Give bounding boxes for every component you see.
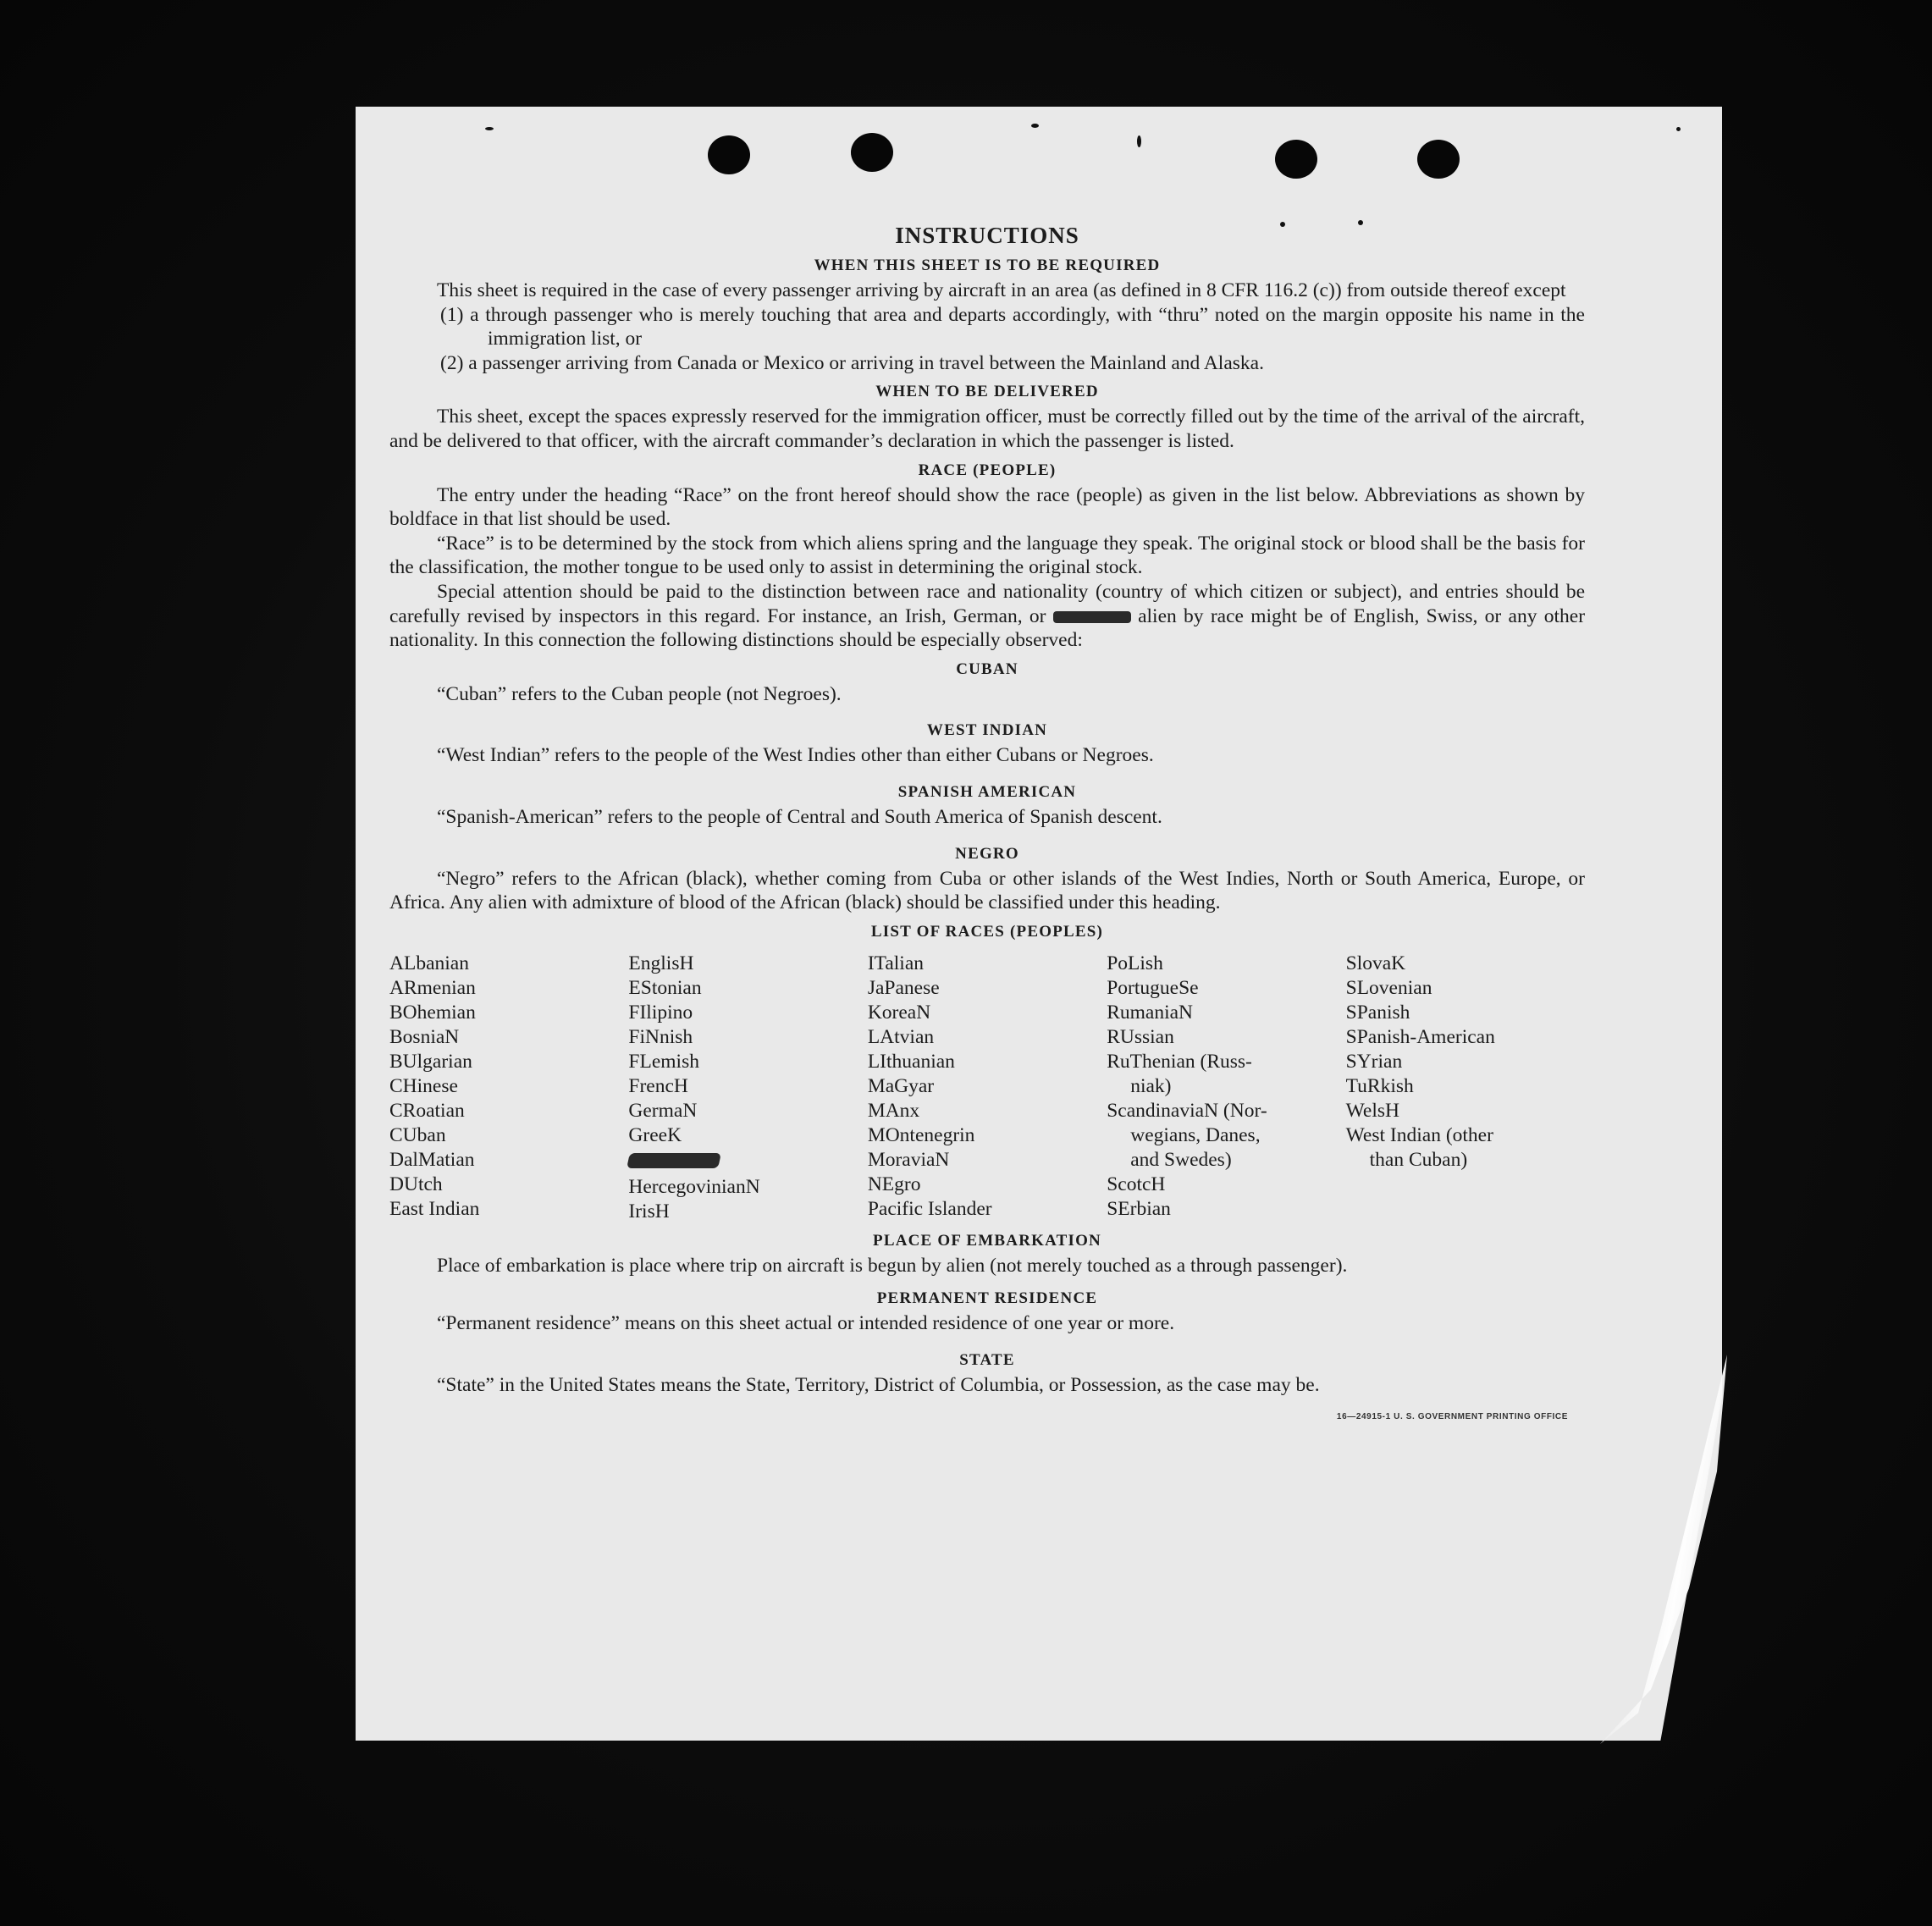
race-column-3 bbox=[868, 952, 1107, 1224]
race-column-5 bbox=[1346, 952, 1585, 1224]
speck bbox=[1031, 124, 1039, 128]
race-item: West Indian (other bbox=[1345, 1123, 1493, 1146]
required-item-2: (2) a passenger arriving from Canada or Mexico or arriving in travel between the Mainland and Alaska. bbox=[440, 351, 1264, 374]
state-text: “State” in the United States means the State, Territory, District of Columbia, or Possession, as the case may be. bbox=[437, 1373, 1320, 1396]
race-item-continued: than Cuban) bbox=[1369, 1148, 1468, 1171]
race-item: JaPanese bbox=[867, 976, 940, 999]
punch-hole bbox=[708, 135, 750, 174]
race-item: SPanish-American bbox=[1345, 1025, 1495, 1048]
heading-state: STATE bbox=[959, 1350, 1015, 1369]
race-paragraph-3a: Special attention should be paid to the distinction between race and nationality (country of which citizen or subject), and entries should be carefully revised by inspectors in this regard. For instance, an Irish, German, or bbox=[389, 580, 1585, 627]
heading-residence: PERMANENT RESIDENCE bbox=[876, 1289, 1098, 1308]
punch-hole bbox=[1275, 140, 1317, 179]
cuban-text: “Cuban” refers to the Cuban people (not Negroes). bbox=[437, 682, 842, 705]
race-item: RumaniaN bbox=[1107, 1001, 1194, 1024]
heading-west-indian: WEST INDIAN bbox=[926, 721, 1048, 740]
race-paragraph-3b: alien by race might be of English, Swiss, or any other nationality. In this connection the following distinctions should be especially observed: bbox=[389, 604, 1586, 652]
race-column-2 bbox=[628, 952, 867, 1224]
instructions-content bbox=[389, 222, 1586, 1421]
race-item: SPanish bbox=[1345, 1001, 1410, 1024]
race-item: GermaN bbox=[628, 1099, 698, 1122]
heading-negro: NEGRO bbox=[955, 844, 1019, 863]
delivered-text: This sheet, except the spaces expressly reserved for the immigration officer, must be correctly filled out by the time of the arrival of the aircraft, and be delivered to that officer, with the aircraft commander’s declaration in which the passenger is listed. bbox=[389, 406, 1585, 452]
race-paragraph-1: The entry under the heading “Race” on the front hereof should show the race (people) as given in the list below. Abbreviations as shown by boldface in that list should be used. bbox=[389, 483, 1585, 531]
negro-text: “Negro” refers to the African (black), whether coming from Cuba or other islands of the West Indies, North or South America, Europe, or Africa. Any alien with admixture of blood of the African (black) should be classified under this heading. bbox=[389, 867, 1585, 914]
race-item: HercegovinianN bbox=[628, 1175, 760, 1198]
heading-embarkation: PLACE OF EMBARKATION bbox=[873, 1231, 1101, 1250]
race-item: PoLish bbox=[1107, 952, 1163, 974]
race-item: ScotcH bbox=[1107, 1173, 1166, 1195]
race-item: SYrian bbox=[1345, 1050, 1403, 1073]
race-column-4 bbox=[1107, 952, 1345, 1224]
race-item: FrencH bbox=[628, 1074, 688, 1097]
speck bbox=[1676, 127, 1681, 131]
race-item: LIthuanian bbox=[867, 1050, 955, 1073]
race-item: FLemish bbox=[628, 1050, 699, 1073]
race-item: ALbanian bbox=[389, 952, 469, 974]
race-item: WelsH bbox=[1345, 1099, 1399, 1122]
race-item: BUlgarian bbox=[389, 1050, 472, 1073]
race-item: MOntenegrin bbox=[867, 1123, 975, 1146]
race-item: SErbian bbox=[1107, 1197, 1171, 1220]
race-item: Pacific Islander bbox=[867, 1197, 992, 1220]
redaction-mark bbox=[1053, 611, 1131, 623]
race-item: ARmenian bbox=[389, 976, 476, 999]
race-item: RuThenian (Russ- bbox=[1107, 1050, 1252, 1073]
race-item: DalMatian bbox=[389, 1148, 475, 1171]
race-item-continued: and Swedes) bbox=[1130, 1148, 1232, 1171]
page-title: INSTRUCTIONS bbox=[895, 223, 1079, 248]
punch-hole bbox=[1417, 140, 1460, 179]
race-item: ScandinaviaN (Nor- bbox=[1107, 1099, 1267, 1122]
race-item: LAtvian bbox=[867, 1025, 935, 1048]
heading-cuban: CUBAN bbox=[956, 659, 1018, 678]
race-item-continued: niak) bbox=[1130, 1074, 1172, 1097]
heading-delivered: WHEN TO BE DELIVERED bbox=[875, 383, 1099, 401]
west-indian-text: “West Indian” refers to the people of the West Indies other than either Cubans or Negroes. bbox=[437, 744, 1154, 767]
race-item: EnglisH bbox=[628, 952, 694, 974]
race-item-redacted bbox=[628, 1148, 867, 1175]
race-item: EStonian bbox=[628, 976, 702, 999]
race-item: CUban bbox=[389, 1123, 446, 1146]
race-item: IrisH bbox=[628, 1200, 670, 1222]
race-paragraph-2: “Race” is to be determined by the stock from which aliens spring and the language they speak. The original stock or blood shall be the basis for the classification, the mother tongue to be used only to assist in determining the original stock. bbox=[389, 532, 1585, 579]
race-item: FiNnish bbox=[628, 1025, 693, 1048]
state-block bbox=[389, 1373, 1585, 1421]
print-code: 16—24915-1 U. S. GOVERNMENT PRINTING OFFICE bbox=[1336, 1411, 1568, 1421]
heading-required: WHEN THIS SHEET IS TO BE REQUIRED bbox=[814, 257, 1161, 274]
race-item: ITalian bbox=[867, 952, 925, 974]
heading-race: RACE (PEOPLE) bbox=[918, 461, 1057, 479]
race-item: SLovenian bbox=[1345, 976, 1432, 999]
race-column-1 bbox=[389, 952, 628, 1224]
required-item-1: (1) a through passenger who is merely touching that area and departs accordingly, with “thru” noted on the margin opposite his name in the immigration list, or bbox=[440, 303, 1585, 350]
race-item: TuRkish bbox=[1345, 1074, 1414, 1097]
race-item: SlovaK bbox=[1345, 952, 1406, 974]
punch-hole bbox=[851, 133, 893, 172]
race-item: BOhemian bbox=[389, 1001, 476, 1024]
race-list bbox=[389, 952, 1585, 1224]
race-item: NEgro bbox=[867, 1173, 921, 1195]
redaction-mark bbox=[627, 1153, 721, 1168]
required-intro: This sheet is required in the case of every passenger arriving by aircraft in an area (as defined in 8 CFR 116.2 (c)) from outside thereof except bbox=[437, 279, 1566, 301]
race-item: MAnx bbox=[867, 1099, 920, 1122]
race-item: CHinese bbox=[389, 1074, 458, 1097]
race-item: PortugueSe bbox=[1107, 976, 1199, 999]
race-item: KoreaN bbox=[867, 1001, 931, 1024]
race-item: GreeK bbox=[628, 1123, 682, 1146]
spanish-american-text: “Spanish-American” refers to the people of Central and South America of Spanish descent. bbox=[437, 805, 1162, 828]
race-item: RUssian bbox=[1107, 1025, 1174, 1048]
race-item: East Indian bbox=[389, 1197, 480, 1220]
race-paragraph-3 bbox=[389, 580, 1585, 653]
heading-list-of-races: LIST OF RACES (PEOPLES) bbox=[870, 922, 1104, 941]
race-item-continued: wegians, Danes, bbox=[1130, 1123, 1261, 1146]
race-item: MoraviaN bbox=[867, 1148, 950, 1171]
race-item: DUtch bbox=[389, 1173, 443, 1195]
speck bbox=[485, 127, 494, 130]
race-item: BosniaN bbox=[389, 1025, 460, 1048]
race-item: CRoatian bbox=[389, 1099, 465, 1122]
race-item: FIlipino bbox=[628, 1001, 693, 1024]
speck bbox=[1137, 135, 1141, 147]
heading-spanish-american: SPANISH AMERICAN bbox=[897, 782, 1077, 801]
embarkation-text: Place of embarkation is place where trip on aircraft is begun by alien (not merely touched as a through passenger). bbox=[437, 1254, 1348, 1277]
residence-text: “Permanent residence” means on this sheet actual or intended residence of one year or more. bbox=[437, 1312, 1175, 1335]
race-item: MaGyar bbox=[867, 1074, 935, 1097]
